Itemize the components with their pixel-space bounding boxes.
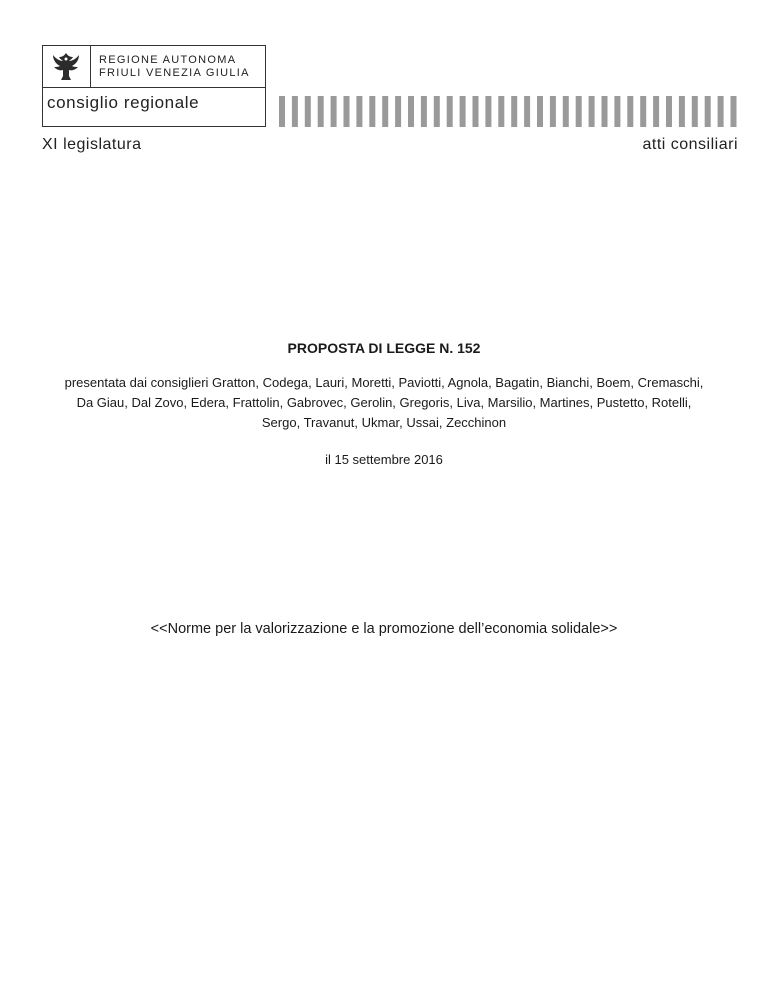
presentation-date: il 15 settembre 2016 xyxy=(325,452,443,467)
decorative-bar xyxy=(666,96,672,127)
decorative-bar-strip xyxy=(279,96,739,127)
decorative-bar xyxy=(331,96,337,127)
decorative-bar xyxy=(679,96,685,127)
decorative-bar xyxy=(576,96,582,127)
council-name: consiglio regionale xyxy=(47,93,200,112)
decorative-bar xyxy=(627,96,633,127)
legislature-label: XI legislatura xyxy=(42,136,142,153)
decorative-bar xyxy=(434,96,440,127)
decorative-bar xyxy=(692,96,698,127)
decorative-bar xyxy=(640,96,646,127)
decorative-bar xyxy=(279,96,285,127)
decorative-bar xyxy=(511,96,517,127)
decorative-bar xyxy=(318,96,324,127)
decorative-bar xyxy=(408,96,414,127)
header-box xyxy=(42,45,266,127)
presenters-text: presentata dai consiglieri Gratton, Codega, Lauri, Moretti, Paviotti, Agnola, Bagatin, Bianchi, Boem, Cremaschi, Da Giau, Dal Zovo, Edera, Frattolin, Gabrovec, Gerolin, Gregoris, Liva, Marsilio, Martines, Pustetto, Rotelli, Sergo, Travanut, Ukmar, Ussai, Zecchinon xyxy=(64,375,704,430)
decorative-bar xyxy=(705,96,711,127)
decorative-bar xyxy=(498,96,504,127)
decorative-bar xyxy=(589,96,595,127)
region-name xyxy=(99,54,250,80)
region-line-1: REGIONE AUTONOMA xyxy=(99,54,237,66)
decorative-bar xyxy=(485,96,491,127)
decorative-bar xyxy=(305,96,311,127)
decorative-bar xyxy=(653,96,659,127)
bill-title: PROPOSTA DI LEGGE N. 152 xyxy=(287,340,481,356)
decorative-bar xyxy=(447,96,453,127)
decorative-bar xyxy=(369,96,375,127)
decorative-bar xyxy=(292,96,298,127)
decorative-bar xyxy=(563,96,569,127)
decorative-bar xyxy=(550,96,556,127)
decorative-bar xyxy=(473,96,479,127)
decorative-bar xyxy=(382,96,388,127)
header-top-row xyxy=(43,46,265,88)
decorative-bar xyxy=(718,96,724,127)
acts-label: atti consiliari xyxy=(642,136,738,153)
decorative-bar xyxy=(421,96,427,127)
region-line-2: FRIULI VENEZIA GIULIA xyxy=(99,67,250,79)
decorative-bar xyxy=(460,96,466,127)
bill-subject: <<Norme per la valorizzazione e la promozione dell’economia solidale>> xyxy=(150,621,618,637)
decorative-bar xyxy=(602,96,608,127)
decorative-bar xyxy=(731,96,737,127)
decorative-bar xyxy=(537,96,543,127)
eagle-emblem-icon xyxy=(50,50,82,83)
decorative-bar xyxy=(356,96,362,127)
decorative-bar xyxy=(344,96,350,127)
decorative-bar xyxy=(614,96,620,127)
logo-cell xyxy=(43,46,91,87)
decorative-bar xyxy=(524,96,530,127)
decorative-bar xyxy=(395,96,401,127)
